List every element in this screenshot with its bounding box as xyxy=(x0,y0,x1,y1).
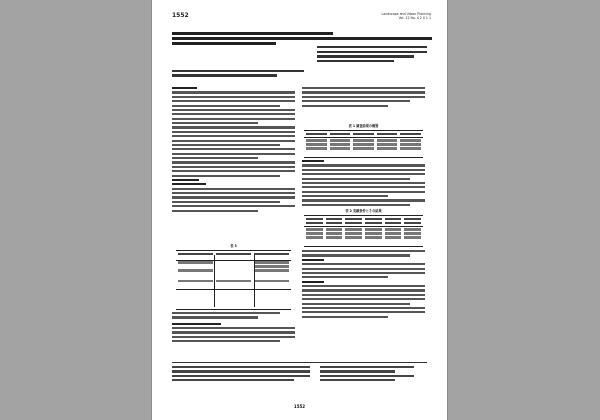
section-heading xyxy=(302,160,324,162)
reference-line xyxy=(172,366,310,368)
text-line xyxy=(172,140,295,142)
text-line xyxy=(172,135,295,137)
text-line xyxy=(172,336,295,338)
text-line xyxy=(302,182,425,184)
text-line xyxy=(172,100,295,102)
table-1 xyxy=(304,130,423,158)
table-row xyxy=(306,228,421,231)
text-line xyxy=(302,307,425,309)
text-line xyxy=(172,331,295,333)
text-line xyxy=(302,178,410,180)
journal-name: Landscape and Urban Planning xyxy=(381,12,431,16)
text-line xyxy=(302,268,425,270)
left-column xyxy=(172,87,295,214)
table-row xyxy=(178,261,289,264)
text-line xyxy=(172,109,295,111)
text-line xyxy=(302,105,388,107)
text-line xyxy=(302,199,425,201)
text-line xyxy=(172,192,295,194)
table-2-caption: 表 2 実験条件とその結果 xyxy=(345,209,382,213)
reference-line xyxy=(320,370,395,372)
text-line xyxy=(302,100,410,102)
reference-line xyxy=(172,375,310,377)
text-line xyxy=(172,196,295,198)
text-line xyxy=(302,191,425,193)
text-line xyxy=(302,298,425,300)
text-line xyxy=(302,169,425,171)
table-3 xyxy=(176,250,291,310)
text-line xyxy=(172,148,295,150)
right-column xyxy=(302,87,425,109)
table-2 xyxy=(304,215,423,247)
article-title xyxy=(172,32,432,47)
title-line xyxy=(172,42,276,45)
section-heading xyxy=(302,259,324,261)
english-title-line xyxy=(317,46,427,48)
text-line xyxy=(302,316,388,318)
table-row xyxy=(306,147,421,150)
section-heading xyxy=(172,323,221,325)
right-column-mid xyxy=(302,160,425,208)
text-line xyxy=(172,175,280,177)
text-line xyxy=(172,210,258,212)
text-line xyxy=(172,327,295,329)
title-line xyxy=(172,37,432,40)
author-line xyxy=(172,74,277,76)
text-line xyxy=(172,161,295,163)
text-line xyxy=(302,173,425,175)
table-row xyxy=(178,280,289,283)
text-line xyxy=(302,254,410,256)
text-line xyxy=(302,311,425,313)
page-number: 1552 xyxy=(172,12,189,19)
title-line xyxy=(172,32,333,35)
text-line xyxy=(172,144,280,146)
left-column-lower xyxy=(172,312,295,344)
text-line xyxy=(172,201,280,203)
text-line xyxy=(172,96,295,98)
reference-line xyxy=(172,379,294,381)
table-header-row xyxy=(306,218,421,221)
text-line xyxy=(172,91,295,93)
text-line xyxy=(172,113,295,115)
reference-line xyxy=(320,375,414,377)
table-1-caption: 表 1 調査結果の概要 xyxy=(348,124,379,128)
text-line xyxy=(172,205,295,207)
text-line xyxy=(172,131,295,133)
table-3-caption: 表 3 xyxy=(230,244,237,248)
text-line xyxy=(302,294,425,296)
author-block xyxy=(172,70,322,79)
text-line xyxy=(172,126,295,128)
table-row xyxy=(306,232,421,235)
text-line xyxy=(302,272,425,274)
page-footer-number: 1552 xyxy=(293,404,306,409)
text-line xyxy=(302,276,388,278)
table-header-row xyxy=(178,253,289,256)
english-title-line xyxy=(317,55,414,57)
english-title-line xyxy=(317,51,427,53)
section-heading xyxy=(172,87,197,89)
text-line xyxy=(172,122,258,124)
text-line xyxy=(172,170,295,172)
section-heading xyxy=(172,183,206,185)
reference-line xyxy=(320,366,414,368)
text-line xyxy=(172,157,258,159)
text-line xyxy=(302,263,425,265)
text-line xyxy=(302,91,425,93)
reference-line xyxy=(172,370,310,372)
text-line xyxy=(302,250,425,252)
table-row xyxy=(178,265,289,268)
english-title-line xyxy=(317,60,394,62)
table-row xyxy=(306,236,421,239)
text-line xyxy=(172,340,280,342)
text-line xyxy=(302,164,425,166)
table-row xyxy=(178,269,289,272)
right-column-lower xyxy=(302,250,425,320)
text-line xyxy=(302,87,425,89)
text-line xyxy=(172,153,295,155)
table-row xyxy=(306,139,421,142)
table-header-row xyxy=(306,222,421,225)
text-line xyxy=(302,303,410,305)
text-line xyxy=(302,186,425,188)
text-line xyxy=(302,289,425,291)
text-line xyxy=(172,118,295,120)
text-line xyxy=(172,166,295,168)
text-line xyxy=(302,96,425,98)
table-row xyxy=(306,143,421,146)
text-line xyxy=(172,312,280,314)
table-header-row xyxy=(306,133,421,136)
text-line xyxy=(172,105,280,107)
text-line xyxy=(302,285,425,287)
text-line xyxy=(172,188,295,190)
text-line xyxy=(302,204,410,206)
text-line xyxy=(302,195,388,197)
document-page[interactable] xyxy=(152,0,447,420)
section-heading xyxy=(172,179,199,181)
english-title-block xyxy=(317,46,427,64)
journal-header xyxy=(351,12,431,20)
references-block xyxy=(172,362,427,384)
journal-volume: Vol. 12 No. 4 2 0 1 1 xyxy=(398,16,431,21)
author-line xyxy=(172,70,304,72)
reference-line xyxy=(320,379,395,381)
text-line xyxy=(172,316,258,318)
section-heading xyxy=(302,281,324,283)
